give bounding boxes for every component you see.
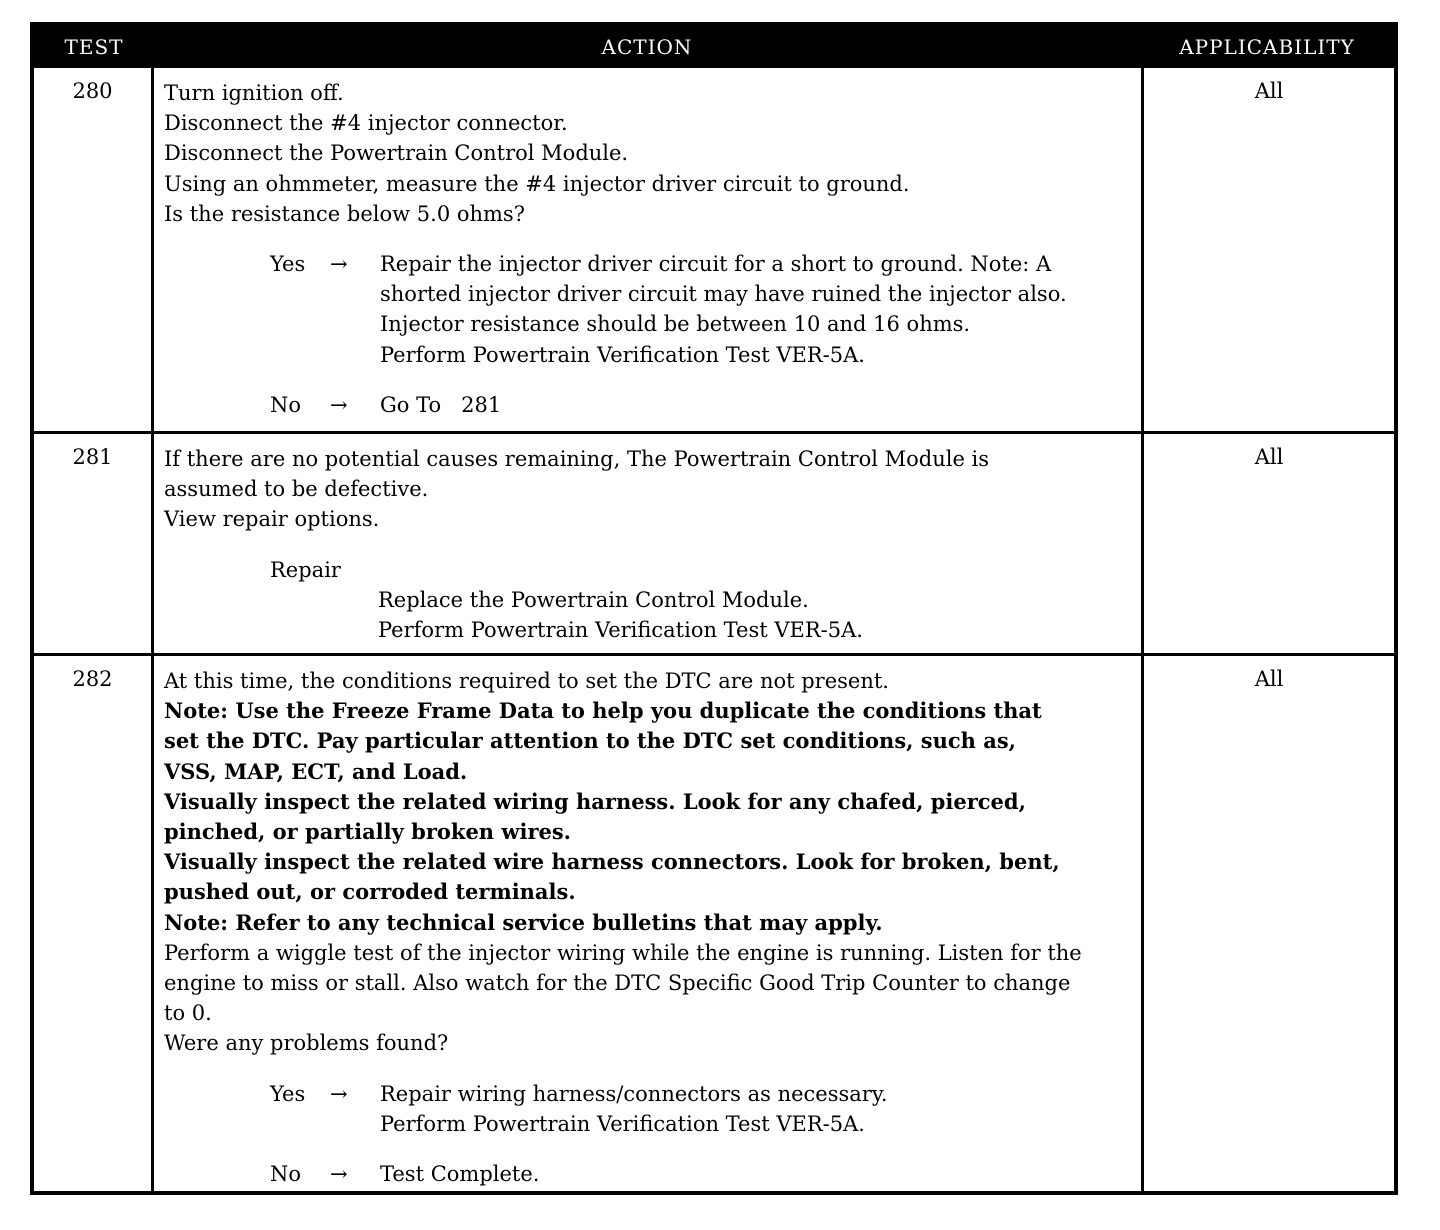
action-line: View repair options. (164, 507, 380, 532)
action-line: Is the resistance below 5.0 ohms? (164, 201, 525, 226)
arrow-icon: → (330, 1081, 348, 1106)
header-applicability: APPLICABILITY (1179, 35, 1355, 59)
note-line: pinched, or partially broken wires. (164, 819, 571, 845)
action-line: If there are no potential causes remaining, The Powertrain Control Module is (164, 447, 990, 471)
arrow-icon: → (330, 252, 348, 277)
yes-label: Yes (270, 252, 306, 277)
note-line: set the DTC. Pay particular attention to the DTC set conditions, such as, (164, 728, 1016, 754)
note-line: Note: Use the Freeze Frame Data to help you duplicate the conditions that (164, 698, 1042, 724)
action-line: Disconnect the Powertrain Control Module. (164, 141, 629, 166)
note-line: Note: Refer to any technical service bulletins that may apply. (164, 909, 883, 935)
action-cell (154, 434, 1144, 653)
applicability: All (1254, 79, 1284, 103)
table-row-281 (34, 431, 1394, 653)
table-row-282 (34, 653, 1394, 1195)
repair-label: Repair (270, 557, 341, 582)
action-line: Disconnect the #4 injector connector. (164, 111, 568, 136)
yes-response (270, 1079, 1133, 1139)
yes-text: Perform Powertrain Verification Test VER-5A. (380, 1111, 865, 1136)
no-response (270, 1159, 1133, 1189)
test-number: 282 (34, 656, 154, 1195)
no-text: Test Complete. (380, 1162, 540, 1187)
action-line: Using an ohmmeter, measure the #4 injector driver circuit to ground. (164, 171, 910, 196)
no-response (270, 390, 1133, 420)
action-line: Turn ignition off. (164, 81, 344, 105)
action-cell (154, 656, 1144, 1195)
repair-text: Perform Powertrain Verification Test VER-5A. (378, 618, 863, 643)
no-text: Go To 281 (380, 392, 502, 417)
action-line: Perform a wiggle test of the injector wiring while the engine is running. Listen for the (164, 940, 1082, 965)
table-header (34, 26, 1394, 68)
no-label: No (270, 392, 302, 417)
yes-text: Perform Powertrain Verification Test VER-5A. (380, 342, 865, 367)
yes-text: Injector resistance should be between 10 and 16 ohms. (380, 312, 971, 337)
note-line: pushed out, or corroded terminals. (164, 879, 576, 905)
arrow-icon: → (330, 392, 348, 417)
applicability: All (1254, 667, 1284, 691)
header-action: ACTION (601, 35, 693, 59)
yes-response (270, 249, 1133, 370)
action-line: assumed to be defective. (164, 477, 429, 502)
test-number: 281 (34, 434, 154, 653)
header-test: TEST (64, 35, 124, 59)
test-number: 280 (34, 68, 154, 431)
action-line: to 0. (164, 1001, 212, 1026)
action-line: engine to miss or stall. Also watch for the DTC Specific Good Trip Counter to change (164, 971, 1071, 996)
action-line: At this time, the conditions required to set the DTC are not present. (164, 669, 889, 693)
table-row-280 (34, 68, 1394, 431)
yes-text: Repair wiring harness/connectors as necessary. (380, 1081, 888, 1106)
yes-text: Repair the injector driver circuit for a short to ground. Note: A (380, 252, 1052, 277)
note-line: Visually inspect the related wiring harness. Look for any chafed, pierced, (164, 788, 1026, 814)
no-label: No (270, 1162, 302, 1187)
yes-text: shorted injector driver circuit may have ruined the injector also. (380, 282, 1067, 307)
yes-label: Yes (270, 1081, 306, 1106)
note-line: Visually inspect the related wire harness connectors. Look for broken, bent, (164, 849, 1060, 875)
action-cell (154, 68, 1144, 431)
note-line: VSS, MAP, ECT, and Load. (164, 758, 468, 784)
applicability: All (1254, 445, 1284, 469)
diagnostic-test-table (30, 22, 1398, 1195)
action-line: Were any problems found? (164, 1031, 449, 1056)
repair-text: Replace the Powertrain Control Module. (378, 587, 809, 612)
arrow-icon: → (330, 1162, 348, 1187)
